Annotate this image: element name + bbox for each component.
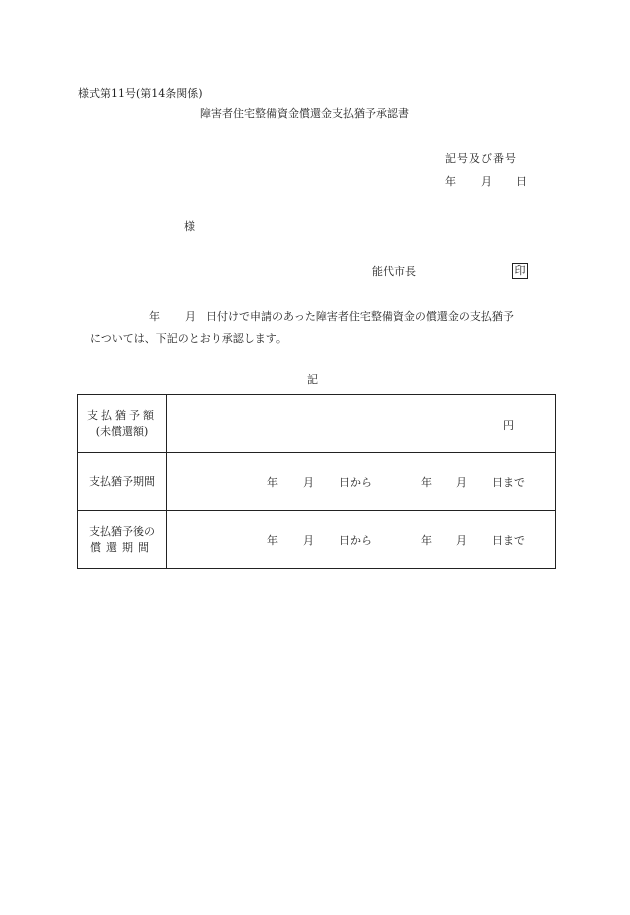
suspended-amount-field[interactable] [167, 395, 556, 453]
period-year-label: 年 [267, 476, 278, 489]
form-number: 様式第11号(第14条関係) [78, 87, 203, 100]
repay-month-label: 月 [456, 534, 467, 547]
reference-number-label: 記号及び番号 [445, 152, 517, 165]
table-row [78, 395, 556, 453]
body-month-label: 月 [185, 310, 196, 323]
period-month-label: 月 [303, 476, 314, 489]
repay-year-label: 年 [267, 534, 278, 547]
suspended-amount-label: 支払猶予額 (未償還額) [78, 395, 167, 453]
repay-month-label: 月 [303, 534, 314, 547]
date-year-label: 年 [445, 175, 456, 188]
repayment-period-field[interactable] [167, 511, 556, 569]
period-year-label: 年 [421, 476, 432, 489]
addressee-suffix: 様 [184, 220, 195, 233]
repayment-period-label: 支払猶予後の 償還期間 [78, 511, 167, 569]
detail-table [77, 394, 556, 569]
document-title: 障害者住宅整備資金償還金支払猶予承認書 [200, 107, 409, 120]
date-day-label: 日 [516, 175, 527, 188]
ki-heading: 記 [307, 373, 318, 386]
seal-mark: 印 [512, 263, 528, 279]
suspension-period-field[interactable] [167, 453, 556, 511]
yen-unit-label: 円 [503, 419, 514, 432]
period-from-label: 日から [339, 476, 372, 489]
date-month-label: 月 [481, 175, 492, 188]
repay-from-label: 日から [339, 534, 372, 547]
body-year-label: 年 [149, 310, 160, 323]
period-month-label: 月 [456, 476, 467, 489]
repay-to-label: 日まで [492, 534, 525, 547]
table-row [78, 511, 556, 569]
body-text-line-2: については、下記のとおり承認します。 [90, 332, 287, 345]
repay-year-label: 年 [421, 534, 432, 547]
body-text: 日付けで申請のあった障害者住宅整備資金の償還金の支払猶予 [206, 310, 514, 323]
suspension-period-label: 支払猶予期間 [78, 453, 167, 511]
table-row [78, 453, 556, 511]
issuer-name: 能代市長 [372, 265, 416, 278]
period-to-label: 日まで [492, 476, 525, 489]
